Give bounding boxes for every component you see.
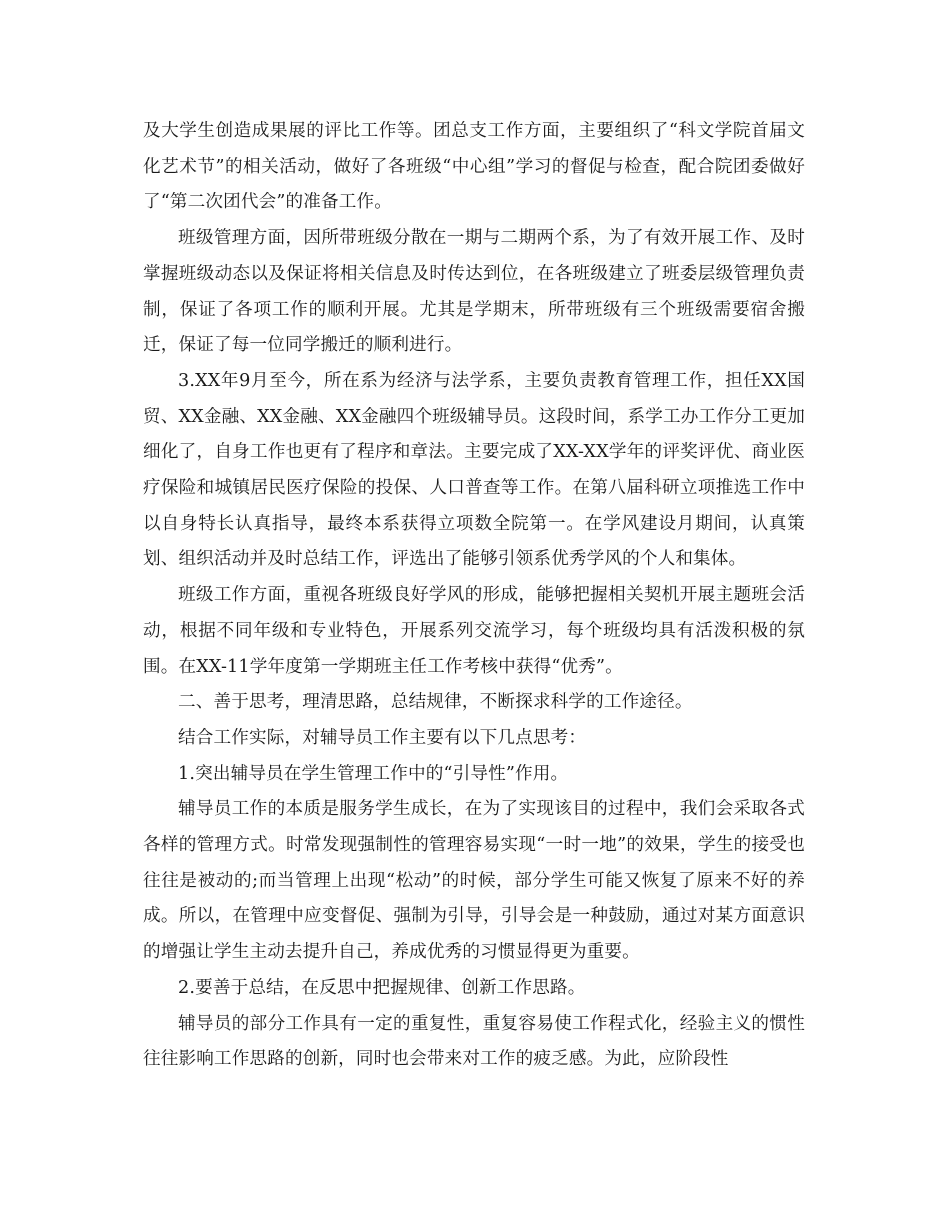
paragraph-8: 辅导员工作的本质是服务学生成长，在为了实现该目的过程中，我们会采取各式各样的管理方式。时常发现强制性的管理容易实现“一时一地”的效果，学生的接受也往往是被动的;而当管理上出现“松动”的时候，部分学生可能又恢复了原来不好的养成。所以，在管理中应变督促、强制为引导，引导会是一种鼓励，通过对某方面意识的增强让学生主动去提升自己，养成优秀的习惯显得更为重要。 bbox=[143, 799, 805, 963]
paragraph-10: 辅导员的部分工作具有一定的重复性，重复容易使工作程式化，经验主义的惯性往往影响工作思路的创新，同时也会带来对工作的疲乏感。为此，应阶段性 bbox=[143, 1013, 805, 1070]
paragraph-4: 班级工作方面，重视各班级良好学风的形成，能够把握相关契机开展主题班会活动，根据不同年级和专业特色，开展系列交流学习，每个班级均具有活泼积极的氛围。在XX-11学年度第一学期班主任工作考核中获得“优秀”。 bbox=[143, 585, 805, 677]
paragraph-3: 3.XX年9月至今，所在系为经济与法学系，主要负责教育管理工作，担任XX国贸、XX金融、XX金融、XX金融四个班级辅导员。这段时间，系学工办工作分工更加细化了，自身工作也更有了程序和章法。主要完成了XX-XX学年的评奖评优、商业医疗保险和城镇居民医疗保险的投保、人口普查等工作。在第八届科研立项推选工作中以自身特长认真指导，最终本系获得立项数全院第一。在学风建设月期间，认真策划、组织活动并及时总结工作，评选出了能够引领系优秀学风的个人和集体。 bbox=[143, 370, 805, 570]
paragraph-1: 及大学生创造成果展的评比工作等。团总支工作方面，主要组织了“科文学院首届文化艺术节”的相关活动，做好了各班级“中心组”学习的督促与检查，配合院团委做好了“第二次团代会”的准备工作。 bbox=[143, 121, 805, 213]
paragraph-2: 班级管理方面，因所带班级分散在一期与二期两个系，为了有效开展工作、及时掌握班级动态以及保证将相关信息及时传达到位，在各班级建立了班委层级管理负责制，保证了各项工作的顺利开展。尤其是学期末，所带班级有三个班级需要宿舍搬迁，保证了每一位同学搬迁的顺利进行。 bbox=[143, 228, 805, 356]
paragraph-6: 结合工作实际，对辅导员工作主要有以下几点思考： bbox=[178, 727, 587, 748]
point-heading-1: 1.突出辅导员在学生管理工作中的“引导性”作用。 bbox=[178, 763, 569, 784]
point-heading-2: 2.要善于总结，在反思中把握规律、创新工作思路。 bbox=[178, 977, 586, 998]
section-heading-2: 二、善于思考，理清思路，总结规律，不断探求科学的工作途径。 bbox=[178, 692, 693, 713]
document-body bbox=[143, 114, 805, 1078]
